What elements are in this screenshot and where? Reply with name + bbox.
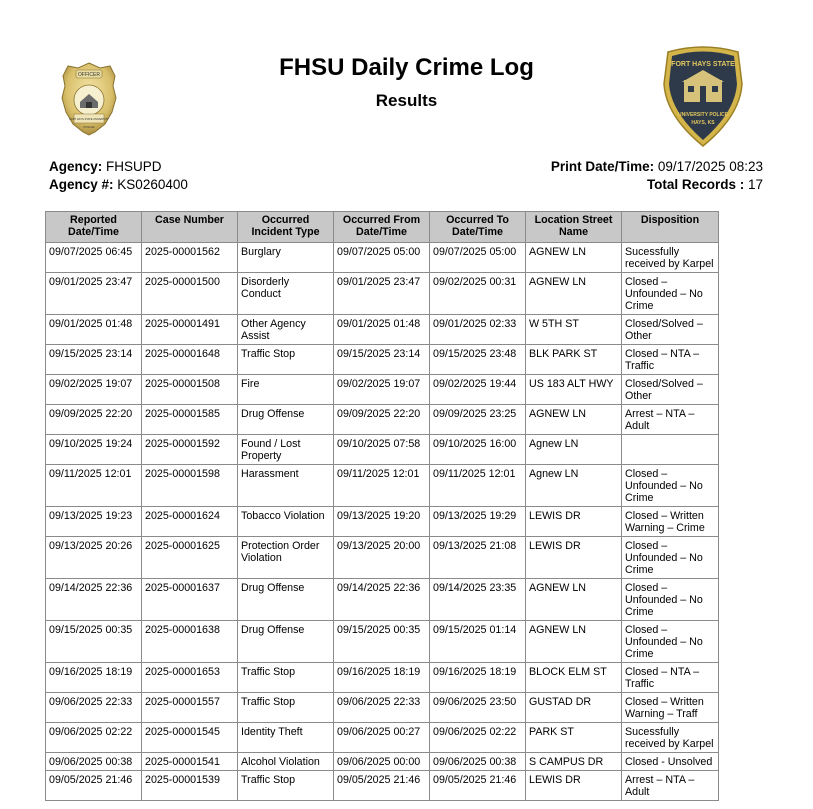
- table-row: [46, 435, 719, 465]
- table-row: [46, 375, 719, 405]
- cell-disposition: Closed – Written Warning – Crime: [622, 507, 719, 537]
- cell-occurred-to: 09/13/2025 19:29: [430, 507, 526, 537]
- svg-text:FORT HAYS STATE UNIVERSITY: FORT HAYS STATE UNIVERSITY: [69, 118, 109, 121]
- cell-location-street: LEWIS DR: [526, 771, 622, 801]
- cell-case-number: 2025-00001562: [142, 243, 238, 273]
- table-row: [46, 663, 719, 693]
- header-row: [46, 212, 719, 243]
- cell-disposition: Arrest – NTA – Adult: [622, 771, 719, 801]
- table-row: [46, 345, 719, 375]
- cell-incident-type: Disorderly Conduct: [238, 273, 334, 315]
- cell-reported-datetime: 09/02/2025 19:07: [46, 375, 142, 405]
- cell-disposition: [622, 435, 719, 465]
- cell-incident-type: Drug Offense: [238, 405, 334, 435]
- cell-disposition: Arrest – NTA – Adult: [622, 405, 719, 435]
- cell-reported-datetime: 09/11/2025 12:01: [46, 465, 142, 507]
- cell-reported-datetime: 09/06/2025 02:22: [46, 723, 142, 753]
- cell-occurred-to: 09/15/2025 01:14: [430, 621, 526, 663]
- cell-location-street: Agnew LN: [526, 435, 622, 465]
- cell-disposition: Closed/Solved – Other: [622, 375, 719, 405]
- cell-case-number: 2025-00001592: [142, 435, 238, 465]
- cell-reported-datetime: 09/05/2025 21:46: [46, 771, 142, 801]
- cell-reported-datetime: 09/16/2025 18:19: [46, 663, 142, 693]
- agency-number-label: Agency #:: [49, 177, 114, 192]
- column-header-disposition: Disposition: [622, 212, 719, 243]
- cell-location-street: W 5TH ST: [526, 315, 622, 345]
- table-body: [46, 243, 719, 801]
- table-row: [46, 753, 719, 771]
- cell-disposition: Sucessfully received by Karpel: [622, 723, 719, 753]
- cell-reported-datetime: 09/10/2025 19:24: [46, 435, 142, 465]
- cell-occurred-to: 09/11/2025 12:01: [430, 465, 526, 507]
- cell-reported-datetime: 09/06/2025 00:38: [46, 753, 142, 771]
- cell-incident-type: Protection Order Violation: [238, 537, 334, 579]
- cell-occurred-to: 09/02/2025 00:31: [430, 273, 526, 315]
- cell-occurred-from: 09/07/2025 05:00: [334, 243, 430, 273]
- cell-disposition: Closed – Unfounded – No Crime: [622, 465, 719, 507]
- table-row: [46, 771, 719, 801]
- cell-occurred-to: 09/13/2025 21:08: [430, 537, 526, 579]
- cell-occurred-to: 09/01/2025 02:33: [430, 315, 526, 345]
- cell-location-street: AGNEW LN: [526, 273, 622, 315]
- cell-case-number: 2025-00001491: [142, 315, 238, 345]
- cell-incident-type: Traffic Stop: [238, 663, 334, 693]
- cell-incident-type: Found / Lost Property: [238, 435, 334, 465]
- svg-text:UNIVERSITY POLICE: UNIVERSITY POLICE: [678, 112, 728, 118]
- cell-occurred-from: 09/06/2025 00:00: [334, 753, 430, 771]
- table-row: [46, 723, 719, 753]
- cell-incident-type: Drug Offense: [238, 621, 334, 663]
- cell-location-street: GUSTAD DR: [526, 693, 622, 723]
- table-row: [46, 273, 719, 315]
- cell-case-number: 2025-00001637: [142, 579, 238, 621]
- cell-case-number: 2025-00001648: [142, 345, 238, 375]
- table-row: [46, 507, 719, 537]
- cell-incident-type: Alcohol Violation: [238, 753, 334, 771]
- cell-location-street: AGNEW LN: [526, 405, 622, 435]
- cell-incident-type: Fire: [238, 375, 334, 405]
- agency-number-line: [49, 176, 188, 194]
- cell-reported-datetime: 09/06/2025 22:33: [46, 693, 142, 723]
- cell-case-number: 2025-00001624: [142, 507, 238, 537]
- cell-disposition: Sucessfully received by Karpel: [622, 243, 719, 273]
- cell-occurred-to: 09/10/2025 16:00: [430, 435, 526, 465]
- cell-reported-datetime: 09/01/2025 23:47: [46, 273, 142, 315]
- cell-disposition: Closed – Written Warning – Traff: [622, 693, 719, 723]
- svg-text:OFFICER: OFFICER: [78, 72, 100, 78]
- cell-location-street: BLOCK ELM ST: [526, 663, 622, 693]
- cell-occurred-from: 09/05/2025 21:46: [334, 771, 430, 801]
- cell-case-number: 2025-00001539: [142, 771, 238, 801]
- cell-disposition: Closed - Unsolved: [622, 753, 719, 771]
- cell-disposition: Closed – Unfounded – No Crime: [622, 579, 719, 621]
- column-header-case-number: Case Number: [142, 212, 238, 243]
- cell-incident-type: Traffic Stop: [238, 345, 334, 375]
- print-datetime-label: Print Date/Time:: [550, 159, 655, 174]
- cell-case-number: 2025-00001598: [142, 465, 238, 507]
- cell-disposition: Closed – Unfounded – No Crime: [622, 621, 719, 663]
- cell-case-number: 2025-00001625: [142, 537, 238, 579]
- cell-incident-type: Harassment: [238, 465, 334, 507]
- column-header-occurred-from: Occurred From Date/Time: [334, 212, 430, 243]
- cell-reported-datetime: 09/01/2025 01:48: [46, 315, 142, 345]
- table-row: [46, 621, 719, 663]
- cell-occurred-from: 09/16/2025 18:19: [334, 663, 430, 693]
- cell-reported-datetime: 09/15/2025 00:35: [46, 621, 142, 663]
- report-title: FHSU Daily Crime Log: [279, 54, 534, 81]
- cell-location-street: S CAMPUS DR: [526, 753, 622, 771]
- cell-case-number: 2025-00001541: [142, 753, 238, 771]
- cell-case-number: 2025-00001653: [142, 663, 238, 693]
- cell-case-number: 2025-00001508: [142, 375, 238, 405]
- cell-reported-datetime: 09/09/2025 22:20: [46, 405, 142, 435]
- table-row: [46, 693, 719, 723]
- agency-label: Agency:: [49, 159, 103, 174]
- cell-case-number: 2025-00001638: [142, 621, 238, 663]
- cell-disposition: Closed – NTA – Traffic: [622, 345, 719, 375]
- total-records-value: 17: [747, 177, 763, 192]
- column-header-location-street: Location Street Name: [526, 212, 622, 243]
- cell-occurred-to: 09/14/2025 23:35: [430, 579, 526, 621]
- cell-location-street: US 183 ALT HWY: [526, 375, 622, 405]
- cell-occurred-from: 09/02/2025 19:07: [334, 375, 430, 405]
- cell-occurred-from: 09/13/2025 19:20: [334, 507, 430, 537]
- cell-case-number: 2025-00001500: [142, 273, 238, 315]
- cell-reported-datetime: 09/13/2025 19:23: [46, 507, 142, 537]
- agency-value: FHSUPD: [106, 159, 162, 174]
- cell-location-street: Agnew LN: [526, 465, 622, 507]
- table-header: [46, 212, 719, 243]
- cell-location-street: LEWIS DR: [526, 507, 622, 537]
- cell-occurred-to: 09/05/2025 21:46: [430, 771, 526, 801]
- cell-incident-type: Drug Offense: [238, 579, 334, 621]
- total-records-line: [551, 176, 763, 194]
- print-datetime-value: 09/17/2025 08:23: [657, 159, 763, 174]
- cell-occurred-from: 09/06/2025 22:33: [334, 693, 430, 723]
- cell-reported-datetime: 09/14/2025 22:36: [46, 579, 142, 621]
- cell-disposition: Closed/Solved – Other: [622, 315, 719, 345]
- cell-location-street: AGNEW LN: [526, 243, 622, 273]
- cell-occurred-from: 09/13/2025 20:00: [334, 537, 430, 579]
- cell-occurred-from: 09/15/2025 23:14: [334, 345, 430, 375]
- cell-reported-datetime: 09/07/2025 06:45: [46, 243, 142, 273]
- table-row: [46, 315, 719, 345]
- cell-occurred-to: 09/06/2025 00:38: [430, 753, 526, 771]
- report-subtitle: Results: [375, 91, 438, 110]
- total-records-label: Total Records :: [646, 177, 745, 192]
- cell-occurred-from: 09/01/2025 23:47: [334, 273, 430, 315]
- agency-number-value: KS0260400: [117, 177, 188, 192]
- cell-incident-type: Burglary: [238, 243, 334, 273]
- table-row: [46, 243, 719, 273]
- column-header-occurred-to: Occurred To Date/Time: [430, 212, 526, 243]
- cell-location-street: AGNEW LN: [526, 621, 622, 663]
- cell-incident-type: Other Agency Assist: [238, 315, 334, 345]
- column-header-incident-type: Occurred Incident Type: [238, 212, 334, 243]
- cell-reported-datetime: 09/13/2025 20:26: [46, 537, 142, 579]
- print-info: [551, 158, 763, 194]
- agency-info: [49, 158, 188, 194]
- cell-case-number: 2025-00001545: [142, 723, 238, 753]
- cell-occurred-from: 09/15/2025 00:35: [334, 621, 430, 663]
- cell-location-street: AGNEW LN: [526, 579, 622, 621]
- svg-text:POLICE: POLICE: [83, 125, 95, 129]
- cell-occurred-to: 09/06/2025 02:22: [430, 723, 526, 753]
- cell-occurred-to: 09/02/2025 19:44: [430, 375, 526, 405]
- cell-occurred-to: 09/16/2025 18:19: [430, 663, 526, 693]
- cell-incident-type: Traffic Stop: [238, 693, 334, 723]
- cell-occurred-to: 09/09/2025 23:25: [430, 405, 526, 435]
- cell-location-street: PARK ST: [526, 723, 622, 753]
- svg-text:FORT HAYS STATE: FORT HAYS STATE: [671, 61, 735, 68]
- cell-occurred-from: 09/01/2025 01:48: [334, 315, 430, 345]
- cell-location-street: BLK PARK ST: [526, 345, 622, 375]
- cell-occurred-to: 09/07/2025 05:00: [430, 243, 526, 273]
- table-row: [46, 537, 719, 579]
- cell-case-number: 2025-00001585: [142, 405, 238, 435]
- cell-occurred-to: 09/06/2025 23:50: [430, 693, 526, 723]
- print-datetime-line: [551, 158, 763, 176]
- cell-incident-type: Identity Theft: [238, 723, 334, 753]
- table-row: [46, 465, 719, 507]
- crime-log-table: [45, 211, 719, 801]
- cell-occurred-to: 09/15/2025 23:48: [430, 345, 526, 375]
- cell-location-street: LEWIS DR: [526, 537, 622, 579]
- cell-case-number: 2025-00001557: [142, 693, 238, 723]
- cell-disposition: Closed – Unfounded – No Crime: [622, 537, 719, 579]
- cell-disposition: Closed – Unfounded – No Crime: [622, 273, 719, 315]
- column-header-reported-datetime: Reported Date/Time: [46, 212, 142, 243]
- cell-occurred-from: 09/10/2025 07:58: [334, 435, 430, 465]
- cell-disposition: Closed – NTA – Traffic: [622, 663, 719, 693]
- cell-occurred-from: 09/06/2025 00:27: [334, 723, 430, 753]
- cell-occurred-from: 09/09/2025 22:20: [334, 405, 430, 435]
- table-row: [46, 579, 719, 621]
- cell-occurred-from: 09/14/2025 22:36: [334, 579, 430, 621]
- cell-reported-datetime: 09/15/2025 23:14: [46, 345, 142, 375]
- table-row: [46, 405, 719, 435]
- agency-line: [49, 158, 188, 176]
- svg-text:HAYS, KS: HAYS, KS: [691, 120, 715, 126]
- cell-occurred-from: 09/11/2025 12:01: [334, 465, 430, 507]
- cell-incident-type: Tobacco Violation: [238, 507, 334, 537]
- cell-incident-type: Traffic Stop: [238, 771, 334, 801]
